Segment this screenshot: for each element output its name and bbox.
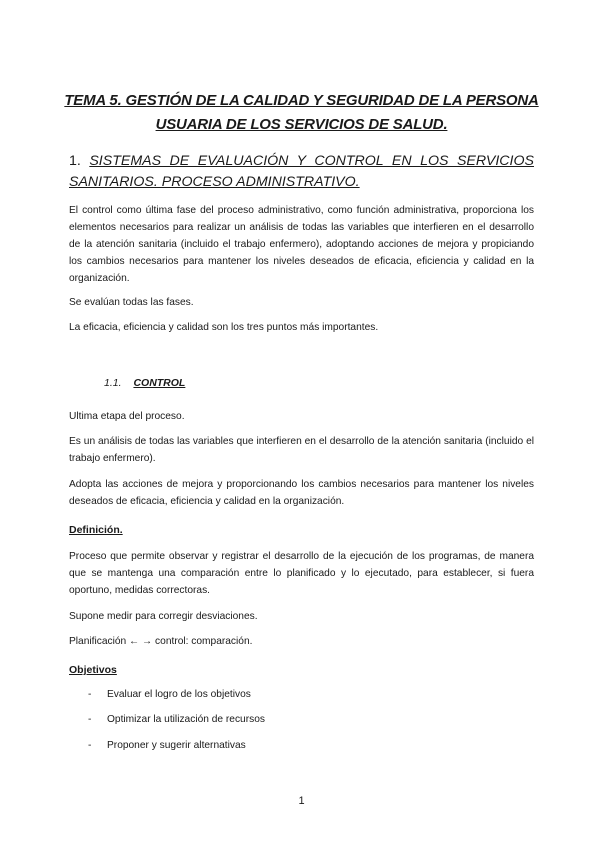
list-bullet: - — [88, 689, 92, 700]
control-paragraph-3: Adopta las acciones de mejora y proporcionando los cambios necesarios para mantener los niveles deseados de eficacia, eficiencia y calidad en la organización. — [69, 479, 534, 507]
title-line-1: TEMA 5. GESTIÓN DE LA CALIDAD Y SEGURIDAD DE LA PERSONA — [64, 92, 539, 109]
subsection-title: CONTROL — [133, 377, 186, 389]
title-line-2: USUARIA DE LOS SERVICIOS DE SALUD. — [155, 116, 448, 133]
list-item — [88, 714, 265, 725]
control-paragraph-2: Es un análisis de todas las variables que interfieren en el desarrollo de la atención sanitaria (incluido el trabajo enfermero). — [69, 436, 534, 464]
intro-paragraph-1: El control como última fase del proceso administrativo, como función administrativa, proporciona los elementos necesarios para realizar un análisis de todas las variables que interfieren en el desarrollo de la atención sanitaria (incluido el trabajo enfermero), adoptando acciones de mejora y propiciando los cambios necesarios para mantener los niveles deseados de eficacia, eficiencia y calidad en la organización. — [69, 205, 534, 284]
definition-paragraph-3: Planificación ← → control: comparación. — [69, 636, 253, 647]
list-item-text: Proponer y sugerir alternativas — [107, 740, 246, 751]
definition-paragraph-2: Supone medir para corregir desviaciones. — [69, 611, 258, 622]
list-item — [88, 740, 246, 751]
section-title: SISTEMAS DE EVALUACIÓN Y CONTROL EN LOS SERVICIOS SANITARIOS. PROCESO ADMINISTRATIVO. — [69, 153, 534, 190]
section-number: 1. — [69, 153, 81, 169]
intro-paragraph-2: Se evalúan todas las fases. — [69, 297, 194, 308]
list-item — [88, 689, 251, 700]
section-heading — [69, 151, 534, 193]
subsection-number: 1.1. — [104, 377, 122, 389]
definition-heading: Definición. — [69, 524, 123, 536]
page-number: 1 — [298, 795, 305, 807]
control-paragraph-1: Ultima etapa del proceso. — [69, 411, 185, 422]
definition-paragraph-1: Proceso que permite observar y registrar el desarrollo de la ejecución de los programas, de manera que se mantenga una comparación entre lo planificado y lo ejecutado, para establecer, si fuera oportuno, medidas correctoras. — [69, 551, 534, 596]
objectives-heading: Objetivos — [69, 664, 117, 676]
intro-paragraph-3: La eficacia, eficiencia y calidad son los tres puntos más importantes. — [69, 322, 379, 333]
document-title — [60, 89, 543, 137]
list-item-text: Optimizar la utilización de recursos — [107, 714, 265, 725]
list-item-text: Evaluar el logro de los objetivos — [107, 689, 251, 700]
list-bullet: - — [88, 714, 92, 725]
list-bullet: - — [88, 740, 92, 751]
subsection-heading — [104, 377, 185, 389]
